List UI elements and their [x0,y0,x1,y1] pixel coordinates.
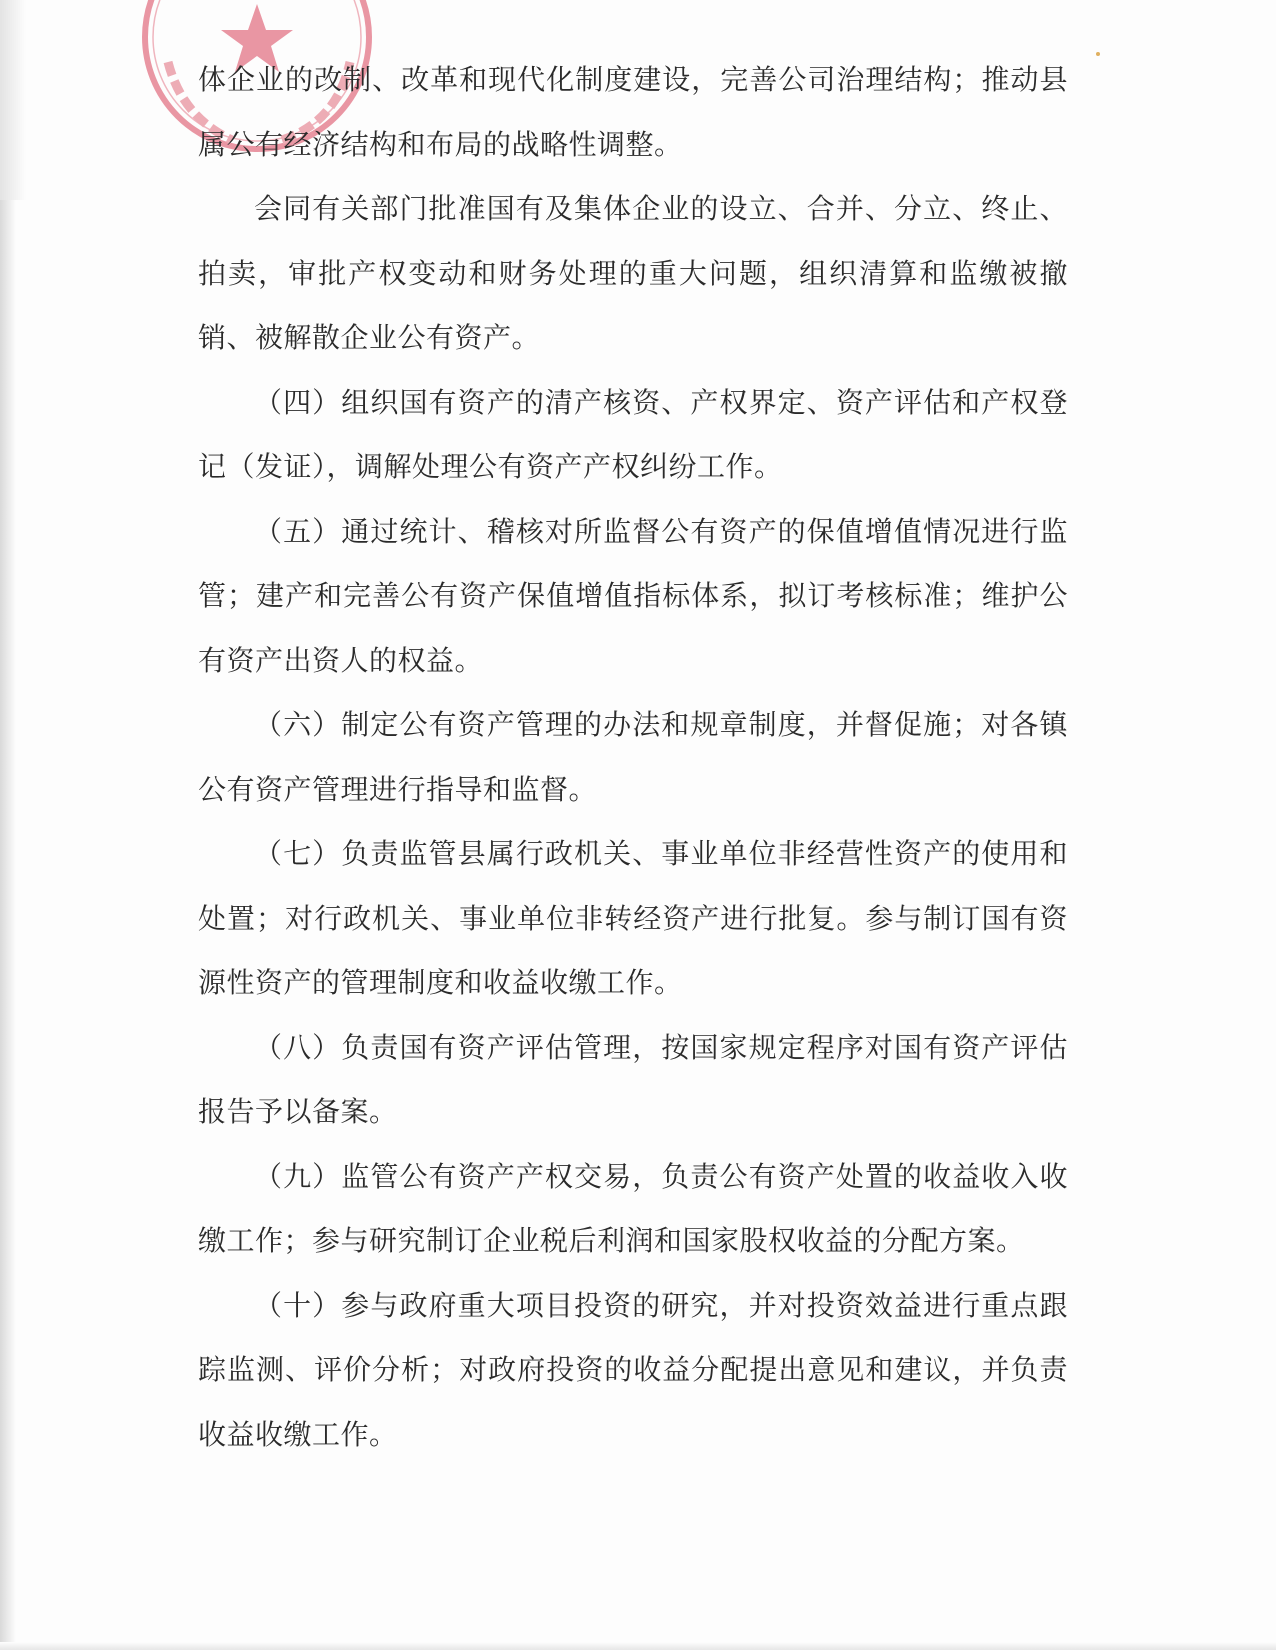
paragraph-item-8: （八）负责国有资产评估管理，按国家规定程序对国有资产评估报告予以备案。 [198,1030,1068,1128]
page-edge-shadow-top [0,0,26,200]
paragraph-continuation: 体企业的改制、改革和现代化制度建设，完善公司治理结构；推动县属公有经济结构和布局的战略性调整。 [198,63,1068,161]
paragraph-item-9: （九）监管公有资产产权交易，负责公有资产处置的收益收入收缴工作；参与研究制订企业税后利润和国家股权收益的分配方案。 [198,1159,1068,1257]
paragraph-item-10: （十）参与政府重大项目投资的研究，并对投资效益进行重点跟踪监测、评价分析；对政府投资的收益分配提出意见和建议，并负责收益收缴工作。 [198,1288,1068,1451]
paragraph-item-6: （六）制定公有资产管理的办法和规章制度，并督促施；对各镇公有资产管理进行指导和监督。 [198,708,1068,806]
paragraph-item-7: （七）负责监管县属行政机关、事业单位非经营性资产的使用和处置；对行政机关、事业单位非转经资产进行批复。参与制订国有资源性资产的管理制度和收益收缴工作。 [198,837,1068,999]
paragraph-item-5: （五）通过统计、稽核对所监督公有资产的保值增值情况进行监管；建产和完善公有资产保值增值指标体系，拟订考核标准；维护公有资产出资人的权益。 [198,514,1068,677]
document-body [198,48,1068,1467]
page-edge-shadow [0,0,16,1650]
scan-speck [1096,52,1100,56]
page-bottom-edge [0,1642,1276,1650]
paragraph-approval: 会同有关部门批准国有及集体企业的设立、合并、分立、终止、拍卖，审批产权变动和财务处理的重大问题，组织清算和监缴被撤销、被解散企业公有资产。 [198,192,1068,354]
paragraph-item-4: （四）组织国有资产的清产核资、产权界定、资产评估和产权登记（发证），调解处理公有资产产权纠纷工作。 [198,385,1068,483]
